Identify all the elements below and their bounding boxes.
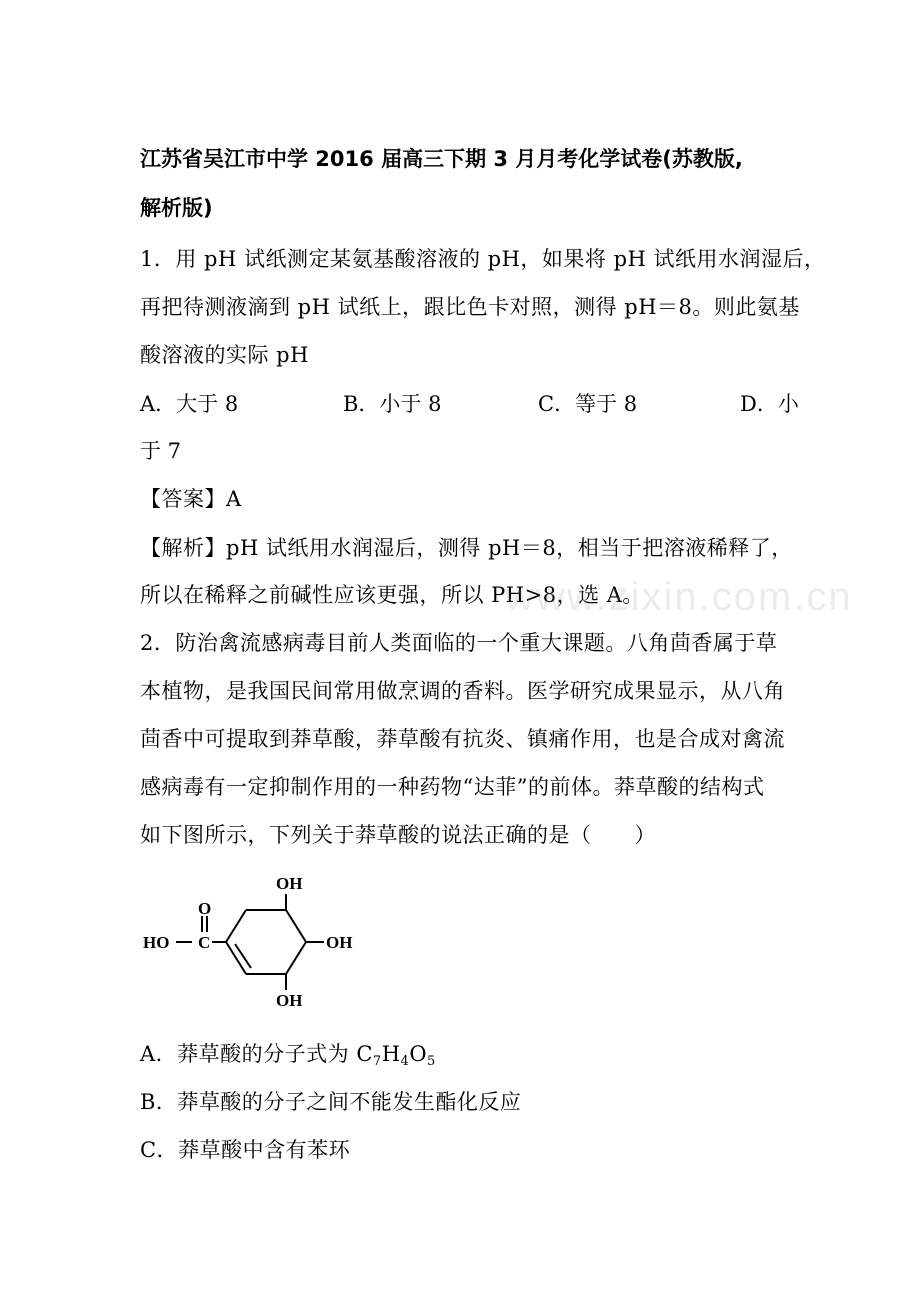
q2-stem-line-5: 如下图所示，下列关于莽草酸的说法正确的是（ ） — [140, 823, 656, 847]
formula-element-h: H — [381, 1042, 401, 1066]
q2-option-a — [140, 1039, 436, 1069]
q1-option-a: A．大于 8 — [140, 392, 239, 416]
q1-option-b: B．小于 8 — [343, 392, 442, 416]
q2-stem-line-3: 茴香中可提取到莽草酸，莽草酸有抗炎、镇痛作用，也是合成对禽流 — [140, 727, 785, 751]
hydroxyl-label-bottom: OH — [276, 991, 303, 1010]
document-title-line-1: 江苏省吴江市中学 2016 届高三下期 3 月月考化学试卷(苏教版, — [140, 147, 743, 171]
q1-answer: 【答案】A — [140, 487, 242, 511]
q2-option-a-text: A．莽草酸的分子式为 C — [140, 1042, 373, 1066]
q1-option-c: C．等于 8 — [538, 392, 638, 416]
carbonyl-oxygen-label: O — [198, 899, 212, 918]
q1-option-d-continued: 于 7 — [140, 439, 182, 463]
q1-stem-line-2: 再把待测液滴到 pH 试纸上，跟比色卡对照，测得 pH＝8。则此氨基 — [140, 295, 800, 319]
q2-stem-line-4: 感病毒有一定抑制作用的一种药物“达菲”的前体。莽草酸的结构式 — [140, 775, 765, 799]
formula-subscript-h: 4 — [400, 1054, 410, 1069]
shikimic-acid-structure-diagram — [138, 870, 378, 1020]
q1-analysis-line-1: 【解析】pH 试纸用水润湿后，测得 pH＝8，相当于把溶液稀释了， — [140, 536, 793, 560]
q2-stem-line-1: 2．防治禽流感病毒目前人类面临的一个重大课题。八角茴香属于草 — [140, 631, 778, 655]
formula-subscript-o: 5 — [427, 1054, 436, 1069]
q2-option-b: B．莽草酸的分子之间不能发生酯化反应 — [140, 1090, 522, 1114]
q2-option-c: C．莽草酸中含有苯环 — [140, 1138, 351, 1162]
hydroxyl-label-top: OH — [276, 874, 303, 893]
formula-subscript-c: 7 — [372, 1054, 382, 1069]
q1-analysis-line-2: 所以在稀释之前碱性应该更强，所以 PH>8，选 A。 — [140, 583, 644, 607]
carboxyl-carbon-label: C — [198, 933, 211, 952]
watermark: www.zixin.com.cn — [505, 575, 853, 619]
hydroxyl-label-right: OH — [326, 933, 353, 952]
document-title-line-2: 解析版) — [140, 196, 213, 220]
q1-stem-line-3: 酸溶液的实际 pH — [140, 343, 309, 367]
carboxyl-hydroxyl-label: HO — [143, 933, 170, 952]
formula-element-o: O — [409, 1042, 428, 1066]
q2-stem-line-2: 本植物，是我国民间常用做烹调的香料。医学研究成果显示，从八角 — [140, 679, 785, 703]
q1-stem-line-1: 1．用 pH 试纸测定某氨基酸溶液的 pH，如果将 pH 试纸用水润湿后， — [140, 247, 826, 271]
q1-option-d: D．小 — [740, 392, 799, 416]
